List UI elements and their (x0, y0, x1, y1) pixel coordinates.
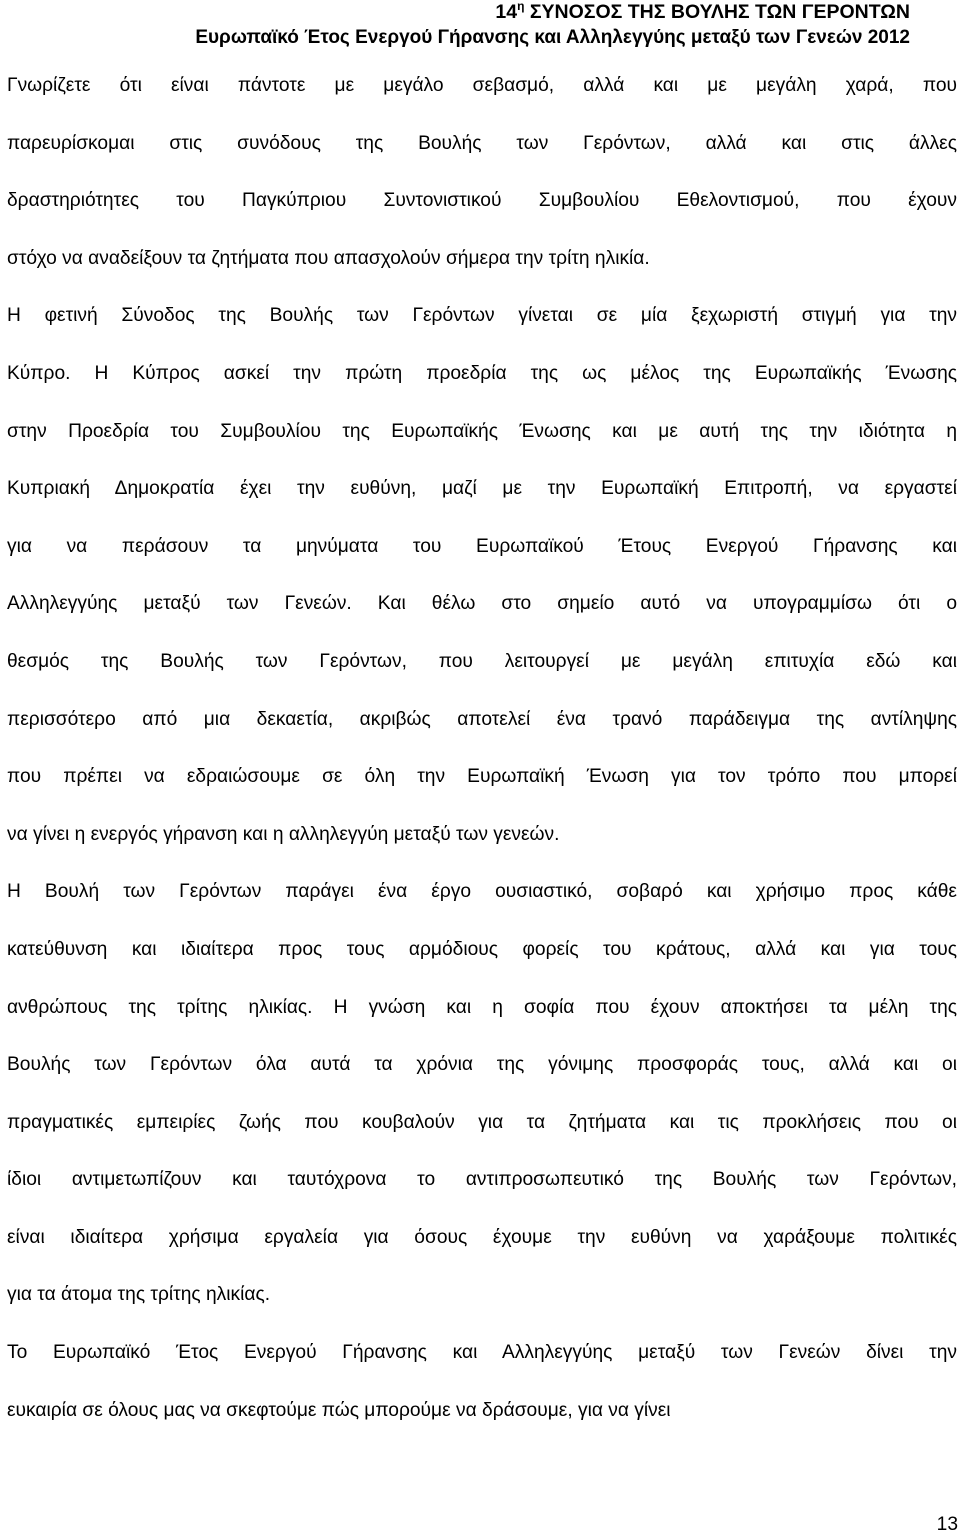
header-title: ΣΥΝΟΣΟΣ ΤΗΣ ΒΟΥΛΗΣ ΤΩΝ ΓΕΡΟΝΤΩΝ (529, 1, 910, 23)
text-line: Γνωρίζετε ότι είναι πάντοτε με μεγάλο σεβασμό, αλλά και με μεγάλη χαρά, που (7, 75, 957, 96)
text-line: ίδιοι αντιμετωπίζουν και ταυτόχρονα το αντιπροσωπευτικό της Βουλής των Γερόντων, (7, 1169, 957, 1191)
header-title-line-1 (195, 0, 910, 25)
header-ordinal: 14 (495, 1, 518, 23)
text-line: θεσμός της Βουλής των Γερόντων, που λειτουργεί με μεγάλη επιτυχία εδώ και (7, 650, 957, 672)
text-line: Βουλής των Γερόντων όλα αυτά τα χρόνια της γόνιμης προσφοράς τους, αλλά και οι (7, 1054, 957, 1076)
text-line: Κυπριακή Δημοκρατία έχει την ευθύνη, μαζί με την Ευρωπαϊκή Επιτροπή, να εργαστεί (7, 478, 957, 500)
text-line: ευκαιρία σε όλους μας να σκεφτούμε πώς μπορούμε να δράσουμε, για να γίνει (7, 1399, 671, 1421)
text-line: Η φετινή Σύνοδος της Βουλής των Γερόντων γίνεται σε μία ξεχωριστή στιγμή για την (7, 305, 957, 327)
paragraph-2 (7, 287, 957, 863)
page-header (195, 0, 910, 50)
text-line: που πρέπει να εδραιώσουμε σε όλη την Ευρωπαϊκή Ένωση για τον τρόπο που μπορεί (7, 766, 957, 788)
paragraph-4 (7, 1324, 957, 1439)
text-line: στην Προεδρία του Συμβουλίου της Ευρωπαϊκής Ένωσης και με αυτή της την ιδιότητα η (7, 420, 957, 442)
text-line: Η Βουλή των Γερόντων παράγει ένα έργο ουσιαστικό, σοβαρό και χρήσιμο προς κάθε (7, 881, 957, 903)
text-line: ανθρώπους της τρίτης ηλικίας. Η γνώση και η σοφία που έχουν αποκτήσει τα μέλη της (7, 996, 957, 1018)
text-line: κατεύθυνση και ιδιαίτερα προς τους αρμόδιους φορείς του κράτους, αλλά και για τους (7, 938, 957, 960)
paragraph-3 (7, 863, 957, 1324)
document-body (7, 57, 957, 1439)
text-line: πραγματικές εμπειρίες ζωής που κουβαλούν για τα ζητήματα και τις προκλήσεις που οι (7, 1111, 957, 1133)
text-line: παρευρίσκομαι στις συνόδους της Βουλής των Γερόντων, αλλά και στις άλλες (7, 132, 957, 154)
text-line: Κύπρο. Η Κύπρος ασκεί την πρώτη προεδρία της ως μέλος της Ευρωπαϊκής Ένωσης (7, 362, 957, 384)
page-number: 13 (936, 1514, 958, 1535)
text-line: δραστηριότητες του Παγκύπριου Συντονιστικού Συμβουλίου Εθελοντισμού, που έχουν (7, 190, 957, 212)
text-line: για να περάσουν τα μηνύματα του Ευρωπαϊκού Έτους Ενεργού Γήρανσης και (7, 535, 957, 557)
text-line: για τα άτομα της τρίτης ηλικίας. (7, 1284, 271, 1306)
text-line: Αλληλεγγύης μεταξύ των Γενεών. Και θέλω στο σημείο αυτό να υπογραμμίσω ότι ο (7, 593, 957, 615)
header-ordinal-superscript: η (517, 0, 525, 13)
text-line: στόχο να αναδείξουν τα ζητήματα που απασχολούν σήμερα την τρίτη ηλικία. (7, 247, 650, 269)
text-line: να γίνει η ενεργός γήρανση και η αλληλεγγύη μεταξύ των γενεών. (7, 823, 560, 845)
text-line: περισσότερο από μια δεκαετία, ακριβώς αποτελεί ένα τρανό παράδειγμα της αντίληψης (7, 708, 957, 730)
text-line: Το Ευρωπαϊκό Έτος Ενεργού Γήρανσης και Αλληλεγγύης μεταξύ των Γενεών δίνει την (7, 1342, 957, 1364)
text-line: είναι ιδιαίτερα χρήσιμα εργαλεία για όσους έχουμε την ευθύνη να χαράξουμε πολιτικές (7, 1226, 957, 1248)
header-subtitle: Ευρωπαϊκό Έτος Ενεργού Γήρανσης και Αλληλεγγύης μεταξύ των Γενεών 2012 (195, 27, 910, 48)
paragraph-1 (7, 57, 957, 287)
